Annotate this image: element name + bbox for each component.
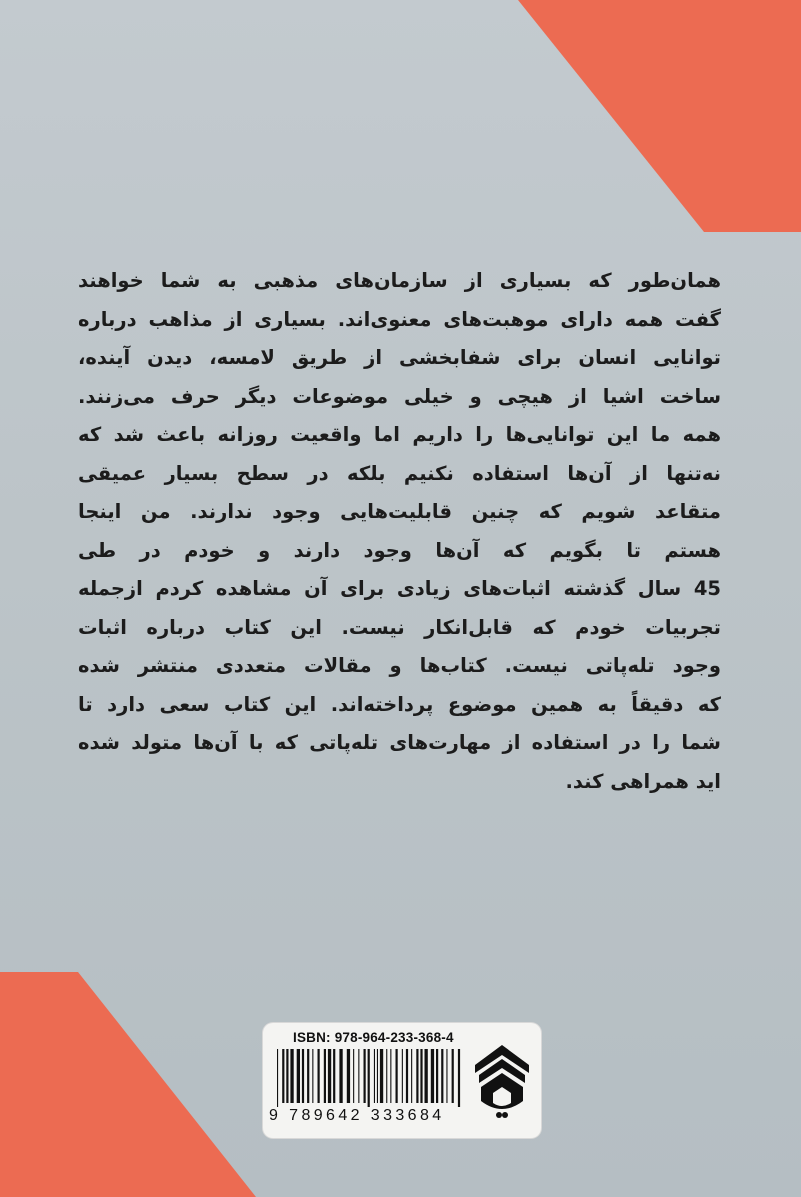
barcode-bar <box>446 1049 447 1103</box>
barcode-bar <box>358 1049 359 1103</box>
barcode-bar <box>390 1049 391 1103</box>
barcode-label <box>263 1023 541 1138</box>
barcode-bar <box>324 1049 326 1103</box>
barcode-bar <box>286 1049 288 1103</box>
barcode-bar <box>339 1049 342 1103</box>
barcode-bar <box>452 1049 454 1103</box>
blurb-line: اید همراهی کند. <box>565 769 721 793</box>
barcode-bar <box>402 1049 403 1103</box>
blurb-line: گفت همه دارای موهبت‌های معنوی‌اند. بسیاری از مذاهب درباره <box>78 307 721 331</box>
barcode-bar <box>458 1049 460 1107</box>
barcode-bar <box>318 1049 320 1103</box>
barcode-icon <box>277 1049 463 1107</box>
barcode-bar <box>353 1049 354 1103</box>
blurb-line: شما را در استفاده از مهارت‌های تله‌پاتی که با آن‌ها متولد شده <box>78 731 721 754</box>
blurb-line: متقاعد شویم که چنین قابلیت‌هایی وجود ندارند. من اینجا <box>78 500 721 523</box>
barcode-bar <box>436 1049 438 1103</box>
barcode-bar <box>425 1049 428 1103</box>
blurb-line: هستم تا بگویم که آن‌ها وجود دارند و خودم در طی <box>78 538 721 562</box>
isbn-number: ISBN: 978-964-233-368-4 <box>293 1030 454 1045</box>
barcode-bar <box>396 1049 398 1103</box>
barcode-bar <box>441 1049 443 1103</box>
blurb-line: تجربیات خودم که قابل‌انکار نیست. این کتاب درباره اثبات <box>78 615 721 639</box>
barcode-bar <box>368 1049 370 1107</box>
barcode-bar <box>411 1049 412 1103</box>
blurb-line: همان‌طور که بسیاری از سازمان‌های مذهبی به شما خواهند <box>78 269 721 292</box>
publisher-logo-icon <box>471 1043 533 1121</box>
blurb-line: که دقیقاً به همین موضوع پرداخته‌اند. این کتاب سعی دارد تا <box>78 692 721 716</box>
barcode-bar <box>333 1049 335 1103</box>
blurb-text <box>78 262 721 801</box>
barcode-bar <box>312 1049 313 1103</box>
barcode-bar <box>328 1049 331 1103</box>
barcode-bar <box>290 1049 293 1103</box>
barcode-bar <box>386 1049 387 1103</box>
bottom-left-accent-shape <box>0 972 256 1197</box>
blurb-line: توانایی انسان برای شفابخشی از طریق لامسه، دیدن آینده، <box>78 346 721 369</box>
barcode-bar <box>347 1049 350 1103</box>
barcode-bar <box>307 1049 309 1103</box>
barcode-bar <box>406 1049 408 1103</box>
blurb-line: ساخت اشیا از هیچی و خیلی موضوعات دیگر حرف می‌زنند. <box>78 384 721 408</box>
top-right-accent-shape <box>518 0 801 232</box>
barcode-bar <box>277 1049 278 1107</box>
blurb-line: وجود تله‌پاتی نیست. کتاب‌ها و مقالات متعددی منتشر شده <box>78 654 721 677</box>
barcode-bar <box>282 1049 284 1103</box>
barcode-bar <box>374 1049 375 1103</box>
barcode-bar <box>420 1049 422 1103</box>
barcode-bar <box>364 1049 366 1103</box>
barcode-bar <box>297 1049 300 1103</box>
blurb-line: 45 سال گذشته اثبات‌های زیادی برای آن مشاهده کردم ازجمله <box>78 577 721 600</box>
barcode-bar <box>416 1049 418 1103</box>
barcode-bar <box>431 1049 434 1103</box>
barcode-digits: 9 789642 333684 <box>269 1107 445 1124</box>
barcode-bar <box>380 1049 383 1103</box>
blurb-line: نه‌تنها از آن‌ها استفاده نکنیم بلکه در سطح بسیار عمیقی <box>78 461 721 485</box>
barcode-bar <box>302 1049 304 1103</box>
barcode-bar <box>377 1049 378 1103</box>
blurb-line: همه ما این توانایی‌ها را داریم اما واقعیت روزانه باعث شد که <box>78 423 721 446</box>
